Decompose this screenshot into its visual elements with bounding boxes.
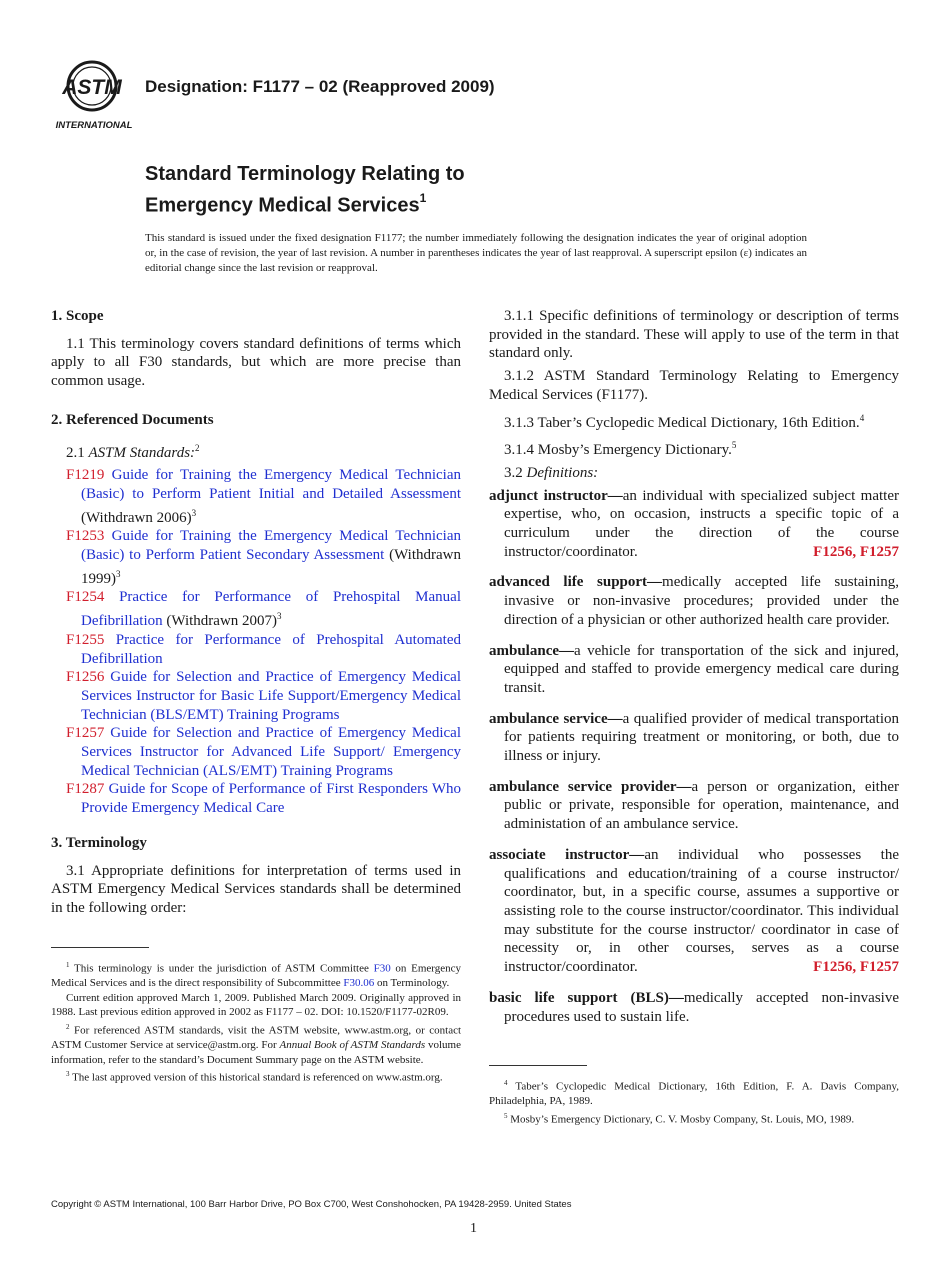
reference-item bbox=[51, 668, 461, 724]
right-footnotes bbox=[489, 1065, 899, 1127]
document-title bbox=[145, 161, 465, 219]
term-adjunct-instructor: adjunct instructor—an individual with specialized subject matter expertise, who, on occasion, instructs a specific topic of a curriculum under the direction of the course instructor/coordinator. F1256, F1257 bbox=[489, 487, 899, 560]
para-3-1-4: 3.1.4 Mosby’s Emergency Dictionary.$^5$ bbox=[504, 440, 737, 459]
terminology-heading: 3. Terminology bbox=[51, 834, 147, 851]
astm-logo bbox=[52, 56, 136, 132]
footnote-5: $^5$ Mosby’s Emergency Dictionary, C. V. Mosby Company, St. Louis, MO, 1989. bbox=[504, 1111, 855, 1126]
referenced-heading: 2. Referenced Documents bbox=[51, 411, 214, 428]
right-column bbox=[489, 307, 899, 1038]
para-3-1-1: 3.1.1 Specific definitions of terminology or description of terms provided in the standard. These will apply to use of the term in that standard only. bbox=[489, 308, 899, 362]
footnote-1-edition: Current edition approved March 1, 2009. Published March 2009. Originally approved in 1988. Last previous edition approved in 2002 as F1177 – 02. DOI: 10.1520/F1177-02R09. bbox=[51, 991, 461, 1019]
ref-code-link[interactable]: F1219 bbox=[66, 467, 105, 484]
reference-item: F1254 Practice for Performance of Prehospital Manual Defibrillation (Withdrawn 2007)$^3$ bbox=[66, 589, 462, 630]
ref-title-link[interactable]: Guide for Training the Emergency Medical Technician (Basic) to Perform Patient Secondary Assessment bbox=[81, 528, 461, 564]
ref-title-link[interactable]: Practice for Performance of Prehospital Automated Defibrillation bbox=[81, 631, 461, 667]
issuance-note: This standard is issued under the fixed designation F1177; the number immediately following the designation indicates the year of original adoption or, in the case of revision, the year of last revision. A number in parentheses indicates the year of last reapproval. A superscript epsilon (ε) indicates an editorial change since the last revision or reapproval. bbox=[145, 232, 807, 274]
footnote-1: $^1$ This terminology is under the jurisdiction of ASTM Committee F30 on Emergency Medical Services and is the direct responsibility of Subcommittee F30.06 on Terminology. bbox=[51, 961, 461, 990]
footnote-3: $^3$ The last approved version of this historical standard is referenced on www.astm.org. bbox=[66, 1070, 443, 1085]
reference-item bbox=[51, 631, 461, 668]
definitions-line: 3.2 Definitions: bbox=[504, 464, 599, 481]
designation: Designation: F1177 – 02 (Reapproved 2009) bbox=[145, 77, 495, 96]
reference-list bbox=[51, 466, 461, 818]
left-column bbox=[51, 307, 461, 922]
title-line2: Emergency Medical Services$^1$ bbox=[145, 191, 427, 217]
ref-code-link[interactable]: F1255 bbox=[66, 631, 105, 648]
ref-code-link[interactable]: F1287 bbox=[66, 781, 105, 798]
ref-code-link[interactable]: F1254 bbox=[66, 589, 105, 606]
ref-code-link[interactable]: F1257 bbox=[66, 725, 105, 742]
page-number: 1 bbox=[470, 1221, 477, 1236]
reference-item bbox=[51, 724, 461, 780]
ref-title-link[interactable]: Guide for Selection and Practice of Emergency Medical Services Instructor for Basic Life Support/Emergency Medical Technician (BLS/EMT) Training Programs bbox=[81, 669, 461, 723]
reference-item: F1219 Guide for Training the Emergency Medical Technician (Basic) to Perform Patient Initial and Detailed Assessment (Withdrawn 2006)$^3$ bbox=[66, 467, 461, 526]
scope-heading: 1. Scope bbox=[51, 308, 104, 324]
term-tag: F1256, F1257 bbox=[813, 959, 899, 976]
term-ambulance-service: ambulance service—a qualified provider of medical transportation for patients requiring treatment or monitoring, or both, due to illness or injury. bbox=[489, 710, 899, 765]
ref-title-link[interactable]: Practice for Performance of Prehospital Manual Defibrillation bbox=[81, 589, 462, 630]
astm-standards-line: 2.1 ASTM Standards:$^2$ bbox=[66, 442, 200, 461]
title-sup: 1 bbox=[419, 191, 427, 205]
svg-text:INTERNATIONAL: INTERNATIONAL bbox=[55, 120, 133, 131]
term-associate-instructor: associate instructor—an individual who possesses the qualifications and education/training of a course instructor/ coordinator, but, in a specific course, assumes a supportive or assisting role to the course instructor/coordinator. This individual may substitute for the course instructor/ coordinator in case of necessity or, in other courses, serves as a course instructor/coordinator. F1256, F1257 bbox=[489, 846, 899, 976]
footnote-4: $^4$ Taber’s Cyclopedic Medical Dictionary, 16th Edition, F. A. Davis Company, Philadelphia, PA, 1989. bbox=[489, 1079, 900, 1108]
committee-link[interactable]: F30 bbox=[373, 962, 391, 975]
left-footnotes bbox=[51, 947, 461, 1086]
para-3-1-3: 3.1.3 Taber’s Cyclopedic Medical Dictionary, 16th Edition.$^4$ bbox=[504, 412, 865, 431]
term-advanced-life-support: advanced life support—medically accepted life sustaining, invasive or non-invasive procedures; provided under the direction of a physician or other authorized health care provider. bbox=[489, 574, 899, 628]
subcommittee-link[interactable]: F30.06 bbox=[343, 977, 375, 990]
term-ambulance: ambulance—a vehicle for transportation of the sick and injured, equipped and staffed to provide emergency medical care during transit. bbox=[489, 642, 899, 696]
reference-item: F1253 Guide for Training the Emergency Medical Technician (Basic) to Perform Patient Secondary Assessment (Withdrawn 1999)$^3$ bbox=[66, 528, 461, 587]
terminology-paragraph: 3.1 Appropriate definitions for interpretation of terms used in ASTM Emergency Medical Services standards shall be determined in the following order: bbox=[51, 862, 461, 916]
scope-paragraph: 1.1 This terminology covers standard definitions of terms which apply to all F30 standards, but which are more precise than common usage. bbox=[51, 335, 461, 390]
footnote-divider bbox=[51, 947, 149, 948]
reference-item bbox=[51, 780, 461, 817]
ref-title-link[interactable]: Guide for Scope of Performance of First Responders Who Provide Emergency Medical Care bbox=[81, 781, 462, 817]
ref-title-link[interactable]: Guide for Training the Emergency Medical Technician (Basic) to Perform Patient Initial and Detailed Assessment bbox=[81, 467, 461, 502]
copyright-line: Copyright © ASTM International, 100 Barr Harbor Drive, PO Box C700, West Conshohocken, PA 19428-2959. United States bbox=[51, 1199, 572, 1210]
term-basic-life-support: basic life support (BLS)—medically accepted non-invasive procedures used to sustain life. bbox=[489, 989, 899, 1025]
svg-text:ASTM: ASTM bbox=[62, 76, 122, 99]
ref-code-link[interactable]: F1253 bbox=[66, 528, 105, 545]
para-3-1-2: 3.1.2 ASTM Standard Terminology Relating to Emergency Medical Services (F1177). bbox=[489, 368, 899, 403]
term-tag: F1256, F1257 bbox=[813, 543, 899, 560]
ref-title-link[interactable]: Guide for Selection and Practice of Emergency Medical Services Instructor for Advanced Life Support/ Emergency Medical Technician (ALS/EMT) Training Programs bbox=[81, 725, 461, 779]
term-ambulance-service-provider: ambulance service provider—a person or organization, either public or private, responsible for operation, maintenance, and administation of an ambulance service. bbox=[489, 778, 899, 833]
ref-code-link[interactable]: F1256 bbox=[66, 669, 105, 686]
title-line1: Standard Terminology Relating to bbox=[145, 163, 465, 185]
footnote-divider bbox=[489, 1065, 587, 1066]
footnote-2: $^2$ For referenced ASTM standards, visit the ASTM website, www.astm.org, or contact ASTM Customer Service at service@astm.org. For Annual Book of ASTM Standards volume information, refer to the standard’s Document Summary page on the ASTM website. bbox=[51, 1023, 462, 1066]
